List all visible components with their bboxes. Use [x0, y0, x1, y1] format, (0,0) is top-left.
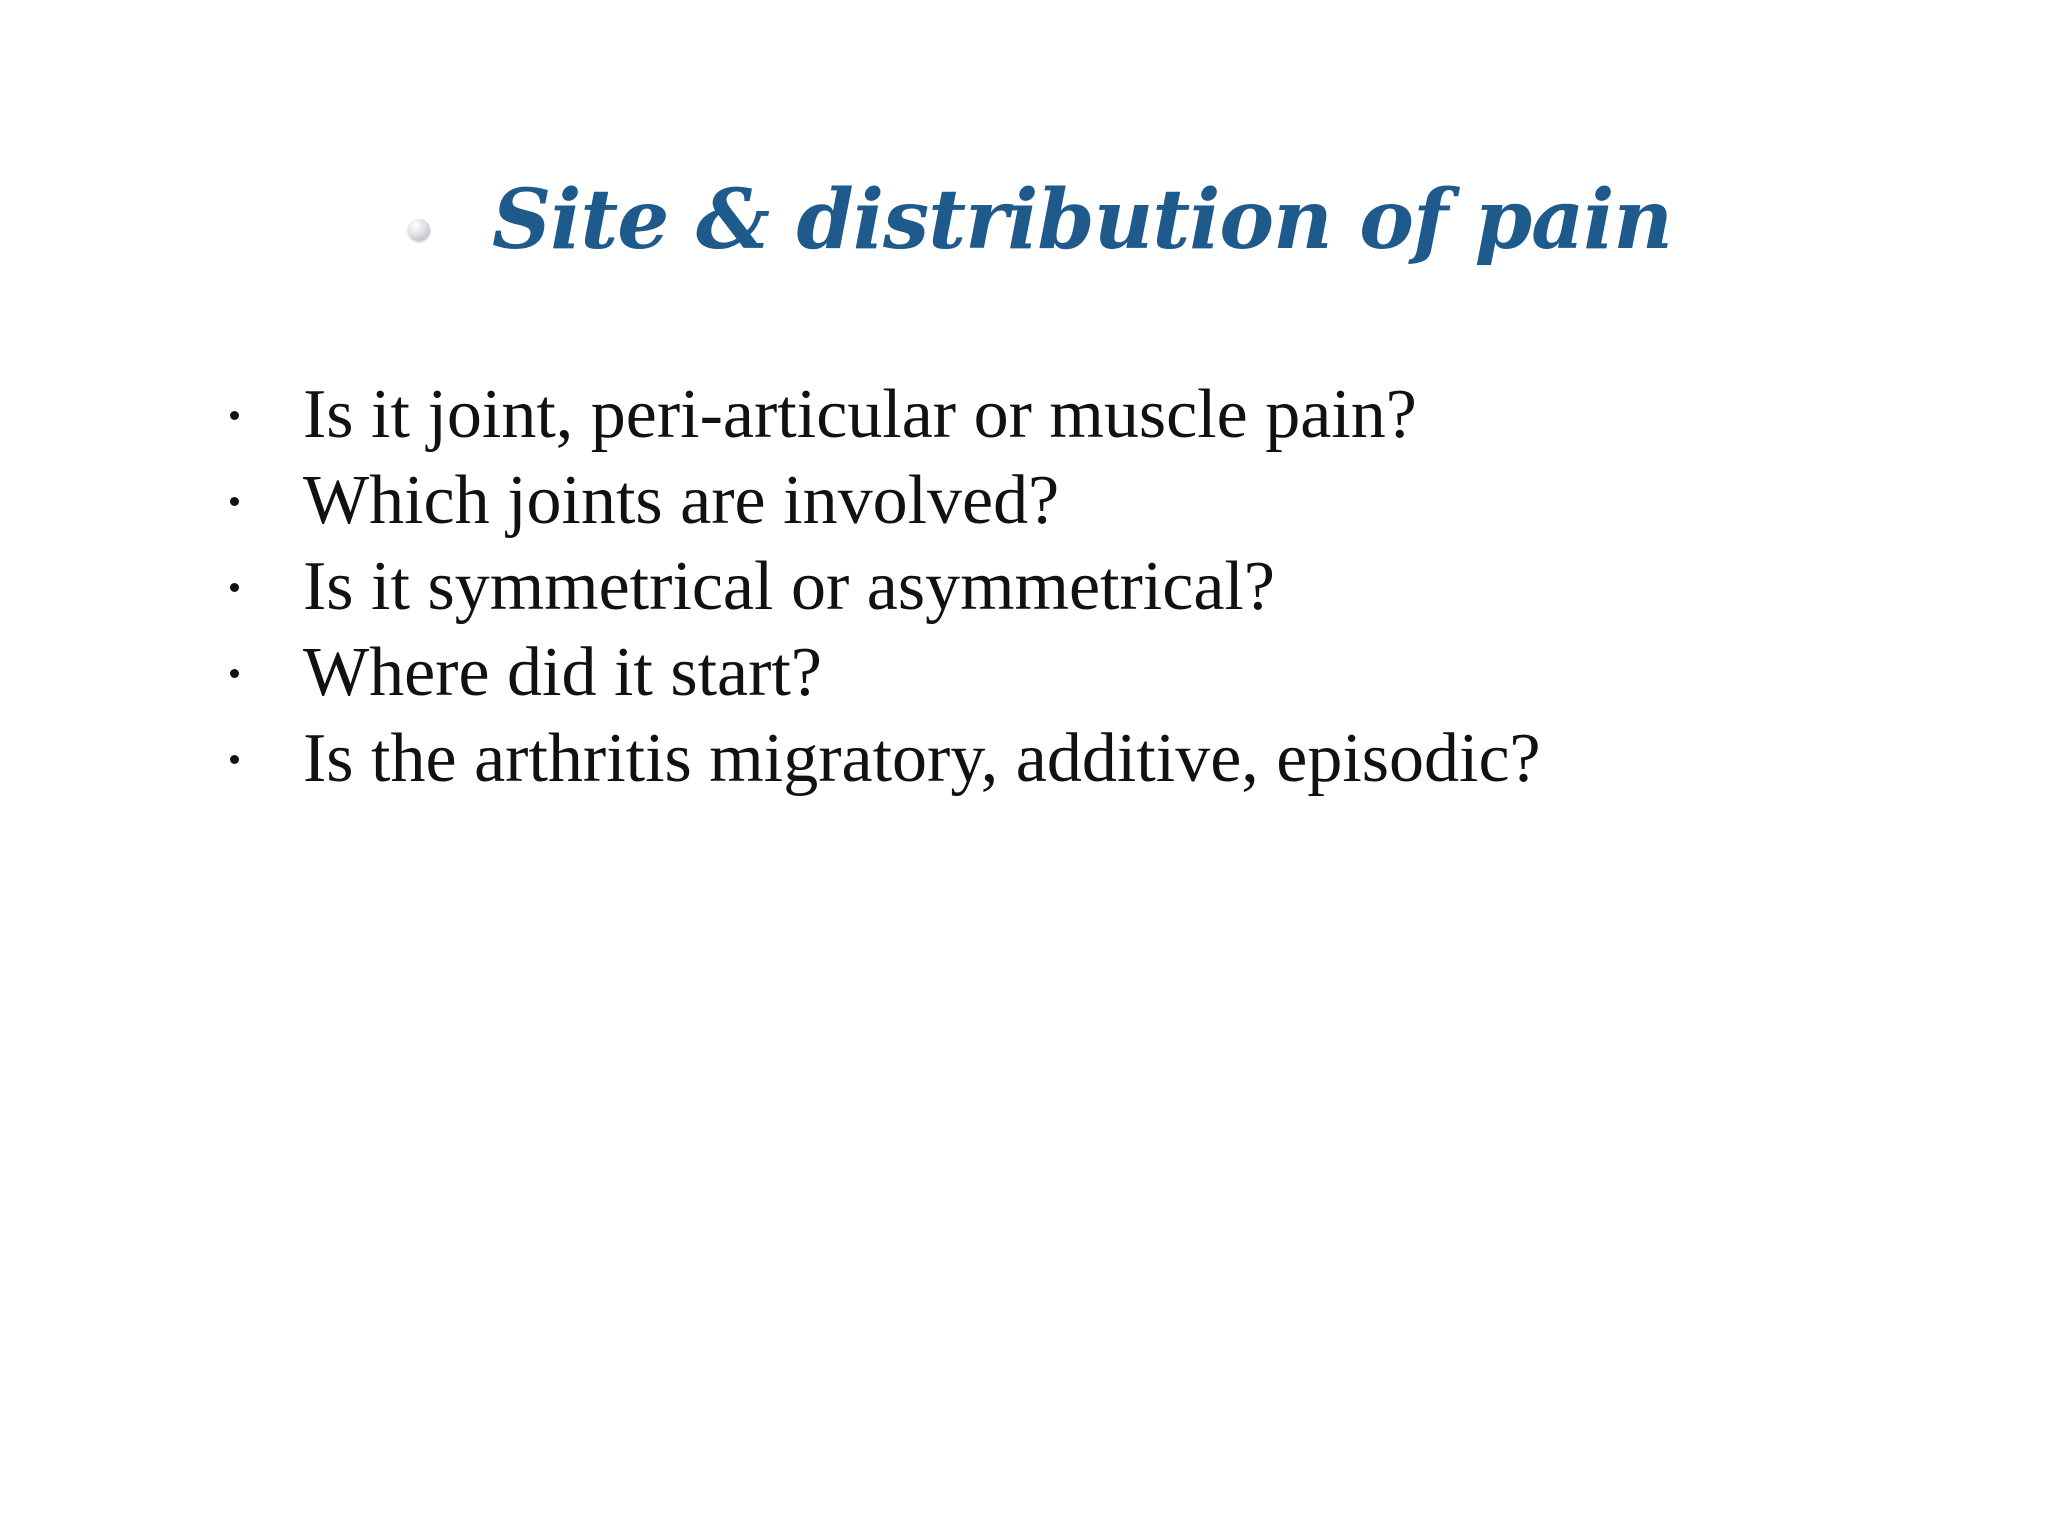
- bullet-text: Which joints are involved?: [303, 462, 1060, 539]
- list-item: [228, 458, 1541, 544]
- bullet-dot-icon: [230, 755, 239, 764]
- sphere-bullet-icon: [408, 219, 430, 241]
- bullet-text: Where did it start?: [303, 634, 822, 711]
- list-item: [228, 716, 1541, 802]
- title-row: [408, 160, 1672, 280]
- bullet-list: [228, 372, 1541, 802]
- bullet-text: Is it symmetrical or asymmetrical?: [303, 548, 1275, 625]
- slide-title: Site & distribution of pain: [492, 172, 1673, 268]
- bullet-dot-icon: [230, 497, 239, 506]
- list-item: [228, 630, 1541, 716]
- list-item: [228, 544, 1541, 630]
- bullet-text: Is it joint, peri-articular or muscle pain?: [303, 376, 1417, 453]
- bullet-dot-icon: [230, 411, 239, 420]
- list-item: [228, 372, 1541, 458]
- bullet-text: Is the arthritis migratory, additive, episodic?: [303, 720, 1541, 797]
- bullet-dot-icon: [230, 583, 239, 592]
- bullet-dot-icon: [230, 669, 239, 678]
